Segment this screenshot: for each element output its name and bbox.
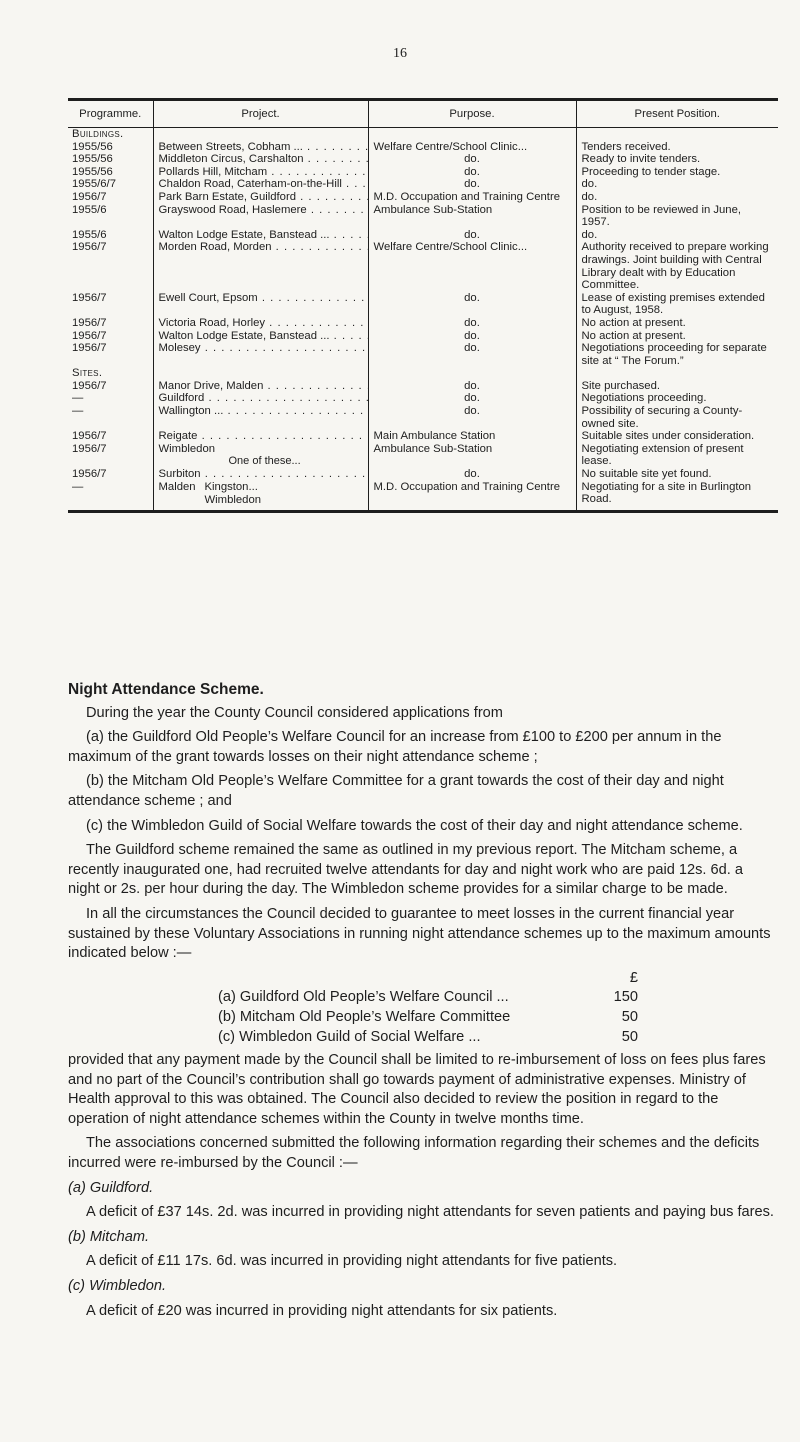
paragraph-associations: The associations concerned submitted the following information regarding their schemes and the deficits incurred were re-imbursed by the Council :— [68,1135,760,1172]
cell-purpose: do. [368,292,576,317]
page-number: 16 [393,46,407,61]
cell-purpose: do. [368,380,576,393]
malden-option: Kingston... [204,481,258,494]
cell-position: Negotiations proceeding for separate site at “ The Forum.” [576,342,778,367]
paragraph-guildford-scheme: The Guildford scheme remained the same as outlined in my previous report. The Mitcham scheme, a recently inaugurated one, had recruited twelve attendants for day and night work who are paid 12s. 6d. a night or 2s. per hour during the day. The Wimbledon scheme provides for a similar charge to be made. [68,842,743,898]
cell-programme: 1956/7 [72,379,107,392]
table-row [68,178,778,191]
application-c: (c) the Wimbledon Guild of Social Welfare towards the cost of their day and night attendance scheme. [86,817,743,834]
cell-programme: 1956/7 [72,316,107,329]
amount-label: (b) Mitcham Old People’s Welfare Committee [218,1008,511,1025]
section-label: Buildings. [72,128,124,140]
header-purpose: Purpose. [368,100,576,128]
amount-value: 50 [621,1028,638,1045]
cell-purpose: do. [368,317,576,330]
header-position: Present Position. [576,100,778,128]
table-row [68,392,778,405]
cell-purpose: Welfare Centre/School Clinic... [368,241,576,291]
currency-header: £ [629,969,638,986]
table-row [68,405,778,430]
table-row [68,191,778,204]
cell-project: Ewell Court, Epsom . . . [153,292,368,317]
cell-position: Negotiating extension of present lease. [576,443,778,468]
cell-position: Negotiations proceeding. [576,392,778,405]
section-spacer [576,128,778,141]
section-row [68,128,778,141]
cell-project: Molesey . . . [153,342,368,367]
amount-label: (c) Wimbledon Guild of Social Welfare ... [218,1028,481,1045]
cell-purpose: do. [368,330,576,343]
table-row [68,330,778,343]
section-spacer [153,128,368,141]
cell-project: Park Barn Estate, Guildford . . . [153,191,368,204]
table-row [68,141,778,154]
intro-paragraph: During the year the County Council considered applications from [86,704,503,721]
cell-purpose: do. [368,405,576,430]
cell-position: No action at present. [576,317,778,330]
cell-position: do. [576,191,778,204]
table-row [68,204,778,229]
table-row [68,317,778,330]
cell-programme: 1956/7 [72,190,107,203]
cell-position: Ready to invite tenders. [576,153,778,166]
night-attendance-section [68,680,778,1326]
cell-purpose: do. [368,392,576,405]
cell-purpose: do. [368,468,576,481]
table-row [68,166,778,179]
amount-value: 150 [613,989,638,1006]
cell-position: Suitable sites under consideration. [576,430,778,443]
table-row [68,380,778,393]
one-of-these-note: One of these... [228,455,301,468]
cell-position: Possibility of securing a County-owned site. [576,405,778,430]
header-project: Project. [153,100,368,128]
cell-programme: 1955/6 [72,228,107,241]
deficit-heading-guildford: (a) Guildford. [68,1179,154,1196]
cell-programme: 1956/7 [72,342,107,355]
cell-purpose: M.D. Occupation and Training Centre [368,481,576,512]
section-row [68,367,778,380]
cell-position: Negotiating for a site in Burlington Road. [576,481,778,512]
cell-project: Morden Road, Morden . . . [153,241,368,291]
cell-project: Guildford . . . [153,392,368,405]
cell-project: Wallington ... . . . [153,405,368,430]
cell-purpose: do. [368,229,576,242]
section-spacer [153,367,368,380]
amount-label: (a) Guildford Old People’s Welfare Council ... [218,989,509,1006]
cell-programme: — [72,405,84,418]
cell-project: Manor Drive, Malden . . . [153,380,368,393]
table-row [68,468,778,481]
cell-purpose: do. [368,166,576,179]
paragraph-provided-that: provided that any payment made by the Council shall be limited to re-imbursement of loss on fees plus fares and no part of the Council’s contribution shall go towards payment of administrative expenses. Ministry of Health approval to this was obtained. The Council also decided to review the position in regard to the operation of night attendance schemes within the County in twelve months time. [68,1052,766,1127]
cell-programme: 1956/7 [72,442,107,455]
table-row [68,481,778,512]
cell-position: Proceeding to tender stage. [576,166,778,179]
cell-purpose: M.D. Occupation and Training Centre [368,191,576,204]
amount-row [218,1028,638,1048]
deficit-heading-wimbledon: (c) Wimbledon. [68,1278,166,1295]
header-programme: Programme. [68,100,153,128]
cell-position: Lease of existing premises extended to August, 1958. [576,292,778,317]
cell-project: Chaldon Road, Caterham-on-the-Hill . . . [153,178,368,191]
table-row [68,430,778,443]
table-body [68,128,778,512]
deficit-body-wimbledon: A deficit of £20 was incurred in providing night attendants for six patients. [86,1302,558,1319]
cell-position: do. [576,178,778,191]
cell-purpose: do. [368,153,576,166]
amount-row [218,1008,638,1028]
table-row [68,153,778,166]
table-header-row [68,100,778,128]
cell-project: Walton Lodge Estate, Banstead ... . . . [153,330,368,343]
cell-position: No action at present. [576,330,778,343]
cell-project: Middleton Circus, Carshalton . . . [153,153,368,166]
deficit-body-guildford: A deficit of £37 14s. 2d. was incurred in providing night attendants for seven patients and paying bus fares. [86,1204,774,1221]
table-row [68,241,778,291]
deficit-heading-mitcham: (b) Mitcham. [68,1228,150,1245]
cell-purpose: do. [368,342,576,367]
section-label: Sites. [72,367,103,380]
cell-project: Grayswood Road, Haslemere . . . [153,204,368,229]
section-spacer [368,367,576,380]
cell-project: Pollards Hill, Mitcham . . . [153,166,368,179]
cell-project: Wimbledon One of these... [153,443,368,468]
cell-programme: 1956/7 [72,329,107,342]
paragraph-council-decision: In all the circumstances the Council decided to guarantee to meet losses in the current financial year sustained by these Voluntary Associations in running night attendance schemes up to the maximum amounts indicated below :— [68,905,771,962]
cell-programme: 1955/56 [72,140,113,153]
cell-programme: — [68,481,153,512]
cell-position: No suitable site yet found. [576,468,778,481]
cell-programme: 1955/6/7 [72,178,116,191]
cell-purpose: Ambulance Sub-Station [368,443,576,468]
cell-project: Victoria Road, Horley . . . [153,317,368,330]
cell-purpose: do. [368,178,576,191]
amounts-list [218,969,638,1047]
cell-programme: 1956/7 [72,430,107,443]
cell-project: Walton Lodge Estate, Banstead ... . . . [153,229,368,242]
cell-position: Site purchased. [576,380,778,393]
amount-row [218,988,638,1008]
cell-project: Malden Kingston... Wimbledon [153,481,368,512]
cell-position: Position to be reviewed in June, 1957. [576,204,778,229]
cell-programme: 1955/6 [72,203,107,216]
building-programme-table [68,98,778,513]
cell-project: Reigate . . . [153,430,368,443]
cell-project: Surbiton . . . [153,468,368,481]
cell-programme: 1956/7 [72,468,107,481]
table-row [68,443,778,468]
cell-purpose: Welfare Centre/School Clinic... [368,141,576,154]
cell-purpose: Main Ambulance Station [368,430,576,443]
amount-value: 50 [621,1008,638,1025]
cell-position: Tenders received. [576,141,778,154]
section-heading: Night Attendance Scheme. [68,681,264,698]
cell-programme: 1956/7 [72,291,107,304]
cell-programme: 1955/56 [72,165,113,178]
cell-project: Between Streets, Cobham ... . . . [153,141,368,154]
application-b: (b) the Mitcham Old People’s Welfare Committee for a grant towards the cost of their day and night attendance scheme ; and [68,773,724,809]
application-a: (a) the Guildford Old People’s Welfare Council for an increase from £100 to £200 per annum in the maximum of the grant towards losses on their night attendance scheme ; [68,729,722,765]
cell-purpose: Ambulance Sub-Station [368,204,576,229]
malden-option: Wimbledon [204,493,262,506]
cell-programme: — [72,392,84,405]
table-row [68,229,778,242]
table-row [68,292,778,317]
cell-programme: 1956/7 [72,241,107,254]
deficit-body-mitcham: A deficit of £11 17s. 6d. was incurred in providing night attendants for five patients. [86,1253,618,1270]
section-spacer [576,367,778,380]
cell-position: Authority received to prepare working drawings. Joint building with Central Library dealt with by Education Committee. [576,241,778,291]
table-row [68,342,778,367]
cell-programme: 1955/56 [72,153,113,166]
section-spacer [368,128,576,141]
cell-position: do. [576,229,778,242]
